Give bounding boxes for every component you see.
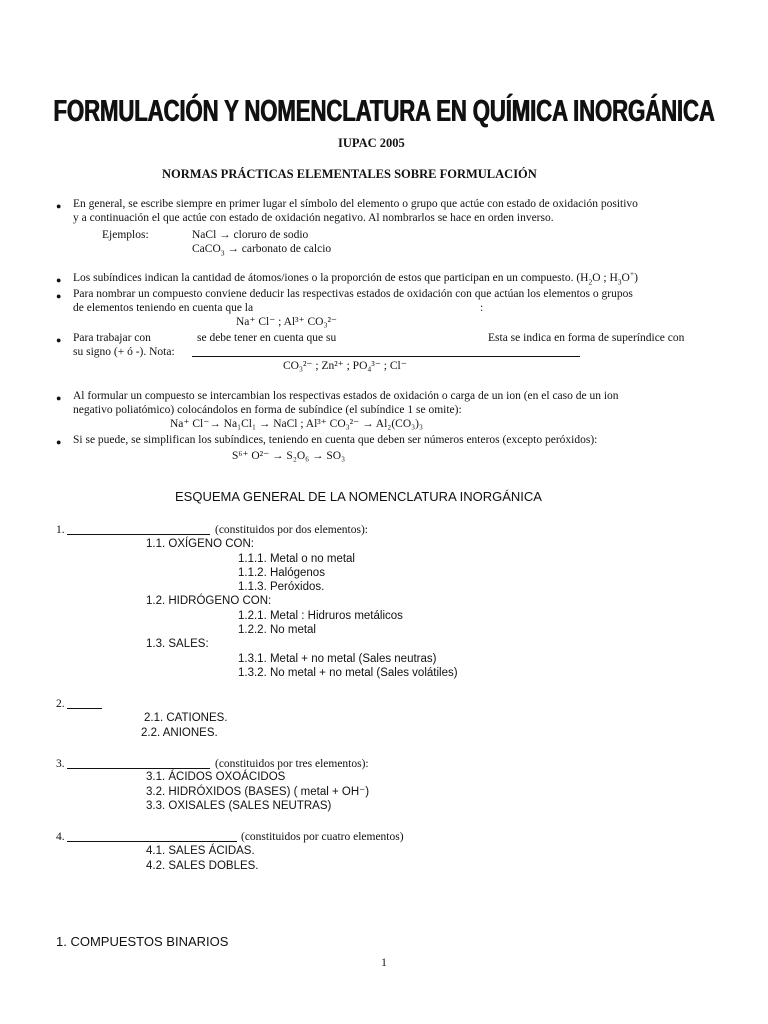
scheme-3-number: 3. xyxy=(56,758,65,770)
rule-3-line-1: Para nombrar un compuesto conviene deducir las respectivas estados de oxidación con que actúan los elementos o grupos xyxy=(73,288,633,300)
scheme-2-number: 2. xyxy=(56,698,65,710)
scheme-4-2: 4.2. SALES DOBLES. xyxy=(146,860,259,872)
scheme-1-1: 1.1. OXÍGENO CON: xyxy=(146,538,254,550)
rule-5-line-2: negativo poliatómico) colocándolos en forma de subíndice (el subíndice 1 se omite): xyxy=(73,404,462,416)
scheme-3-note: (constituidos por tres elementos): xyxy=(215,758,369,770)
rule-2: Los subíndices indican la cantidad de átomos/iones o la proporción de estos que participan en un compuesto. ($H_2O$ ; $H_3O^+$) xyxy=(73,269,638,287)
rule-6: Si se puede, se simplifican los subíndices, teniendo en cuenta que deben ser números enteros (excepto peróxidos): xyxy=(73,434,598,446)
scheme-1-2: 1.2. HIDRÓGENO CON: xyxy=(146,595,272,607)
rule-3-examples: Na⁺ Cl⁻ ; Al³⁺ CO₃²⁻ xyxy=(236,316,337,328)
bullet: ● xyxy=(56,335,62,345)
document-subtitle: IUPAC 2005 xyxy=(338,136,405,150)
rule-4-part-c: Esta se indica en forma de superíndice con xyxy=(488,332,685,344)
rule-6-examples: S⁶⁺ O²⁻ → S₂O₆ → SO₃ xyxy=(232,450,346,462)
scheme-1-blank xyxy=(67,523,210,535)
scheme-1-2-2: 1.2.2. No metal xyxy=(238,624,316,636)
scheme-2-1: 2.1. CATIONES. xyxy=(144,712,228,724)
scheme-4-number: 4. xyxy=(56,831,65,843)
binary-compounds-heading: 1. COMPUESTOS BINARIOS xyxy=(56,934,229,949)
scheme-1-3: 1.3. SALES: xyxy=(146,638,209,650)
rule-1-line-1: En general, se escribe siempre en primer lugar el símbolo del elemento o grupo que actúe con estado de oxidación positivo xyxy=(73,198,638,210)
bullet: ● xyxy=(56,291,62,301)
scheme-1-3-2: 1.3.2. No metal + no metal (Sales volátiles) xyxy=(238,667,458,679)
section-title: NORMAS PRÁCTICAS ELEMENTALES SOBRE FORMULACIÓN xyxy=(162,167,537,181)
scheme-1-note: (constituidos por dos elementos): xyxy=(215,524,368,536)
scheme-3-blank xyxy=(67,757,210,769)
bullet: ● xyxy=(56,201,62,211)
scheme-3-3: 3.3. OXISALES (SALES NEUTRAS) xyxy=(146,800,332,812)
scheme-4-note: (constituidos por cuatro elementos) xyxy=(241,831,404,843)
scheme-heading: ESQUEMA GENERAL DE LA NOMENCLATURA INORGÁNICA xyxy=(175,489,542,504)
examples-label: Ejemplos: xyxy=(102,229,149,241)
scheme-3-1: 3.1. ÁCIDOS OXOÁCIDOS xyxy=(146,771,286,783)
scheme-1-1-1: 1.1.1. Metal o no metal xyxy=(238,553,355,565)
scheme-1-1-2: 1.1.2. Halógenos xyxy=(238,567,325,579)
scheme-1-number: 1. xyxy=(56,524,65,536)
rule-1-line-2: y a continuación el que actúe con estado de oxidación negativo. Al nombrarlos se hace en orden inverso. xyxy=(73,212,554,224)
rule-5-examples: Na⁺ Cl⁻→ Na₁Cl₁ → NaCl ; Al³⁺ CO₃²⁻ → Al₂(CO₃)₃ xyxy=(170,418,423,430)
rule-5-line-1: Al formular un compuesto se intercambian los respectivas estados de oxidación o carga de un ion (en el caso de un ion xyxy=(73,390,619,402)
rule-4-part-b: se debe tener en cuenta que su xyxy=(197,332,337,344)
bullet: ● xyxy=(56,275,62,285)
scheme-3-2: 3.2. HIDRÓXIDOS (BASES) ( metal + OH⁻) xyxy=(146,786,370,798)
rule-4-line-2: su signo (+ ó -). Nota: xyxy=(73,346,175,358)
rule-4-examples: CO₃²⁻ ; Zn²⁺ ; PO₄³⁻ ; Cl⁻ xyxy=(283,360,407,372)
example-2: CaCO$_3$ → carbonato de calcio xyxy=(192,243,332,258)
rule-3-line-2: de elementos teniendo en cuenta que la xyxy=(73,302,254,314)
scheme-2-blank xyxy=(67,697,102,709)
scheme-4-blank xyxy=(67,830,237,842)
scheme-1-3-1: 1.3.1. Metal + no metal (Sales neutras) xyxy=(238,653,437,665)
rule-3-colon: : xyxy=(480,302,484,314)
scheme-1-1-3: 1.1.3. Peróxidos. xyxy=(238,581,325,593)
rule-4-part-a: Para trabajar con xyxy=(73,332,151,344)
example-1: NaCl → cloruro de sodio xyxy=(192,229,309,241)
bullet: ● xyxy=(56,393,62,403)
scheme-1-2-1: 1.2.1. Metal : Hidruros metálicos xyxy=(238,610,403,622)
scheme-4-1: 4.1. SALES ÁCIDAS. xyxy=(146,845,255,857)
scheme-2-2: 2.2. ANIONES. xyxy=(141,727,218,739)
document-title: FORMULACIÓN Y NOMENCLATURA EN QUÍMICA INORGÁNICA xyxy=(53,93,715,128)
rule-4-blank xyxy=(192,345,580,357)
page-number: 1 xyxy=(381,957,387,969)
bullet: ● xyxy=(56,437,62,447)
